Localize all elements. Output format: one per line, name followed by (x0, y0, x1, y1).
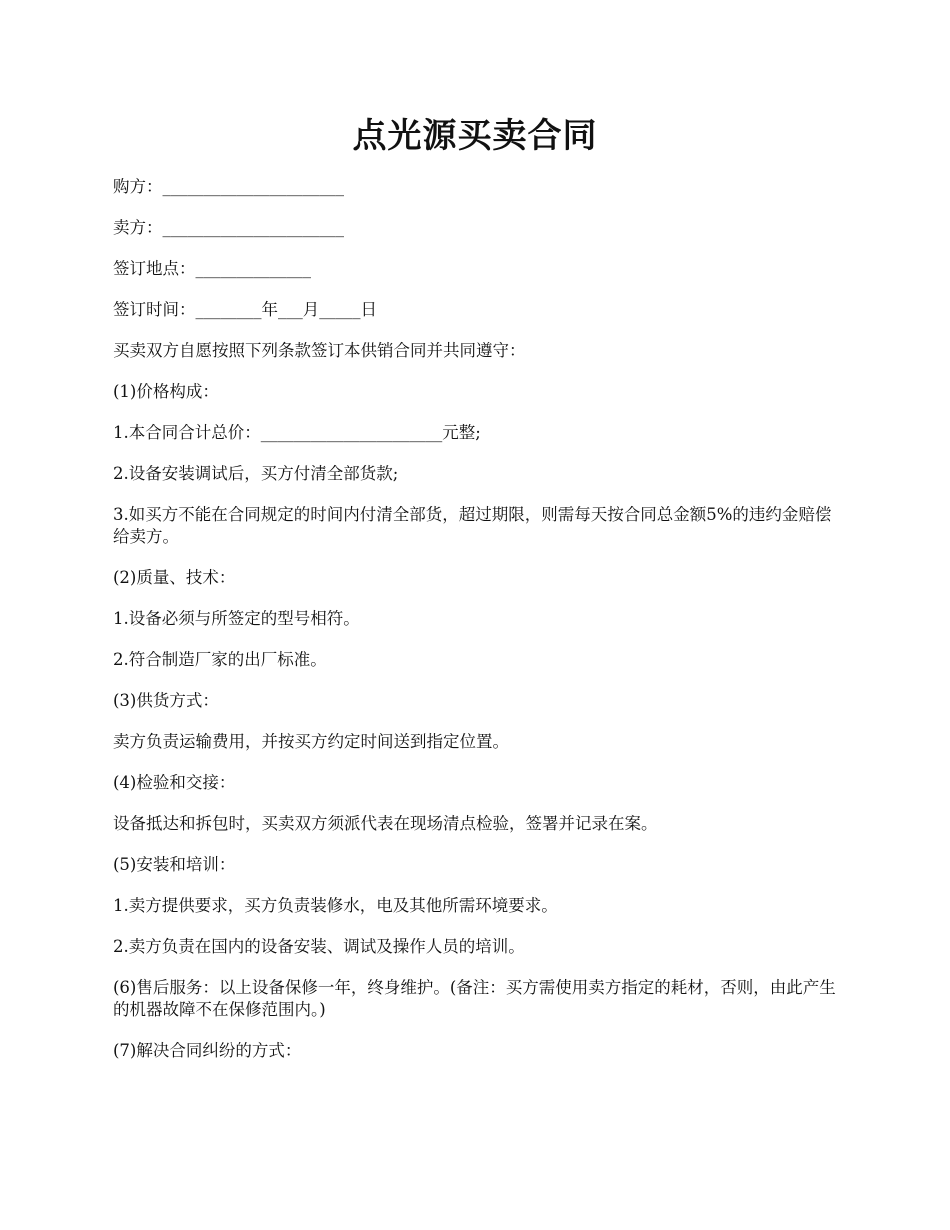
section-heading-inspection: (4)检验和交接： (113, 773, 236, 792)
section-heading-dispute: (7)解决合同纠纷的方式： (113, 1041, 302, 1060)
price-clause-2: 2.设备安装调试后，买方付清全部货款; (113, 464, 399, 483)
price-clause-1: 1.本合同合计总价：______________________元整; (113, 423, 481, 442)
price-clause-3: 3.如买方不能在合同规定的时间内付清全部货，超过期限，则需每天按合同总金额5%的违约金赔偿给卖方。 (113, 505, 832, 546)
document-body (113, 176, 843, 1081)
document-title: 点光源买卖合同 (352, 116, 598, 156)
quality-clause-2: 2.符合制造厂家的出厂标准。 (113, 650, 327, 669)
section-heading-quality: (2)质量、技术： (113, 568, 236, 587)
after-sales-clause: (6)售后服务：以上设备保修一年，终身维护。(备注：买方需使用卖方指定的耗材，否则，由此产生的机器故障不在保修范围内。) (113, 978, 836, 1019)
installation-clause-2: 2.卖方负责在国内的设备安装、调试及操作人员的培训。 (113, 937, 525, 956)
section-heading-price: (1)价格构成： (113, 382, 219, 401)
section-heading-installation: (5)安装和培训： (113, 855, 236, 874)
supply-clause: 卖方负责运输费用，并按买方约定时间送到指定位置。 (113, 732, 509, 751)
buyer-line: 购方：______________________ (113, 177, 344, 196)
intro-paragraph: 买卖双方自愿按照下列条款签订本供销合同并共同遵守： (113, 341, 526, 360)
signing-place-line: 签订地点：______________ (113, 259, 311, 278)
signing-date-line: 签订时间：________年___月_____日 (113, 300, 377, 319)
section-heading-supply: (3)供货方式： (113, 691, 219, 710)
seller-line: 卖方：______________________ (113, 218, 344, 237)
inspection-clause: 设备抵达和拆包时，买卖双方须派代表在现场清点检验，签署并记录在案。 (113, 814, 658, 833)
installation-clause-1: 1.卖方提供要求，买方负责装修水，电及其他所需环境要求。 (113, 896, 558, 915)
quality-clause-1: 1.设备必须与所签定的型号相符。 (113, 609, 360, 628)
